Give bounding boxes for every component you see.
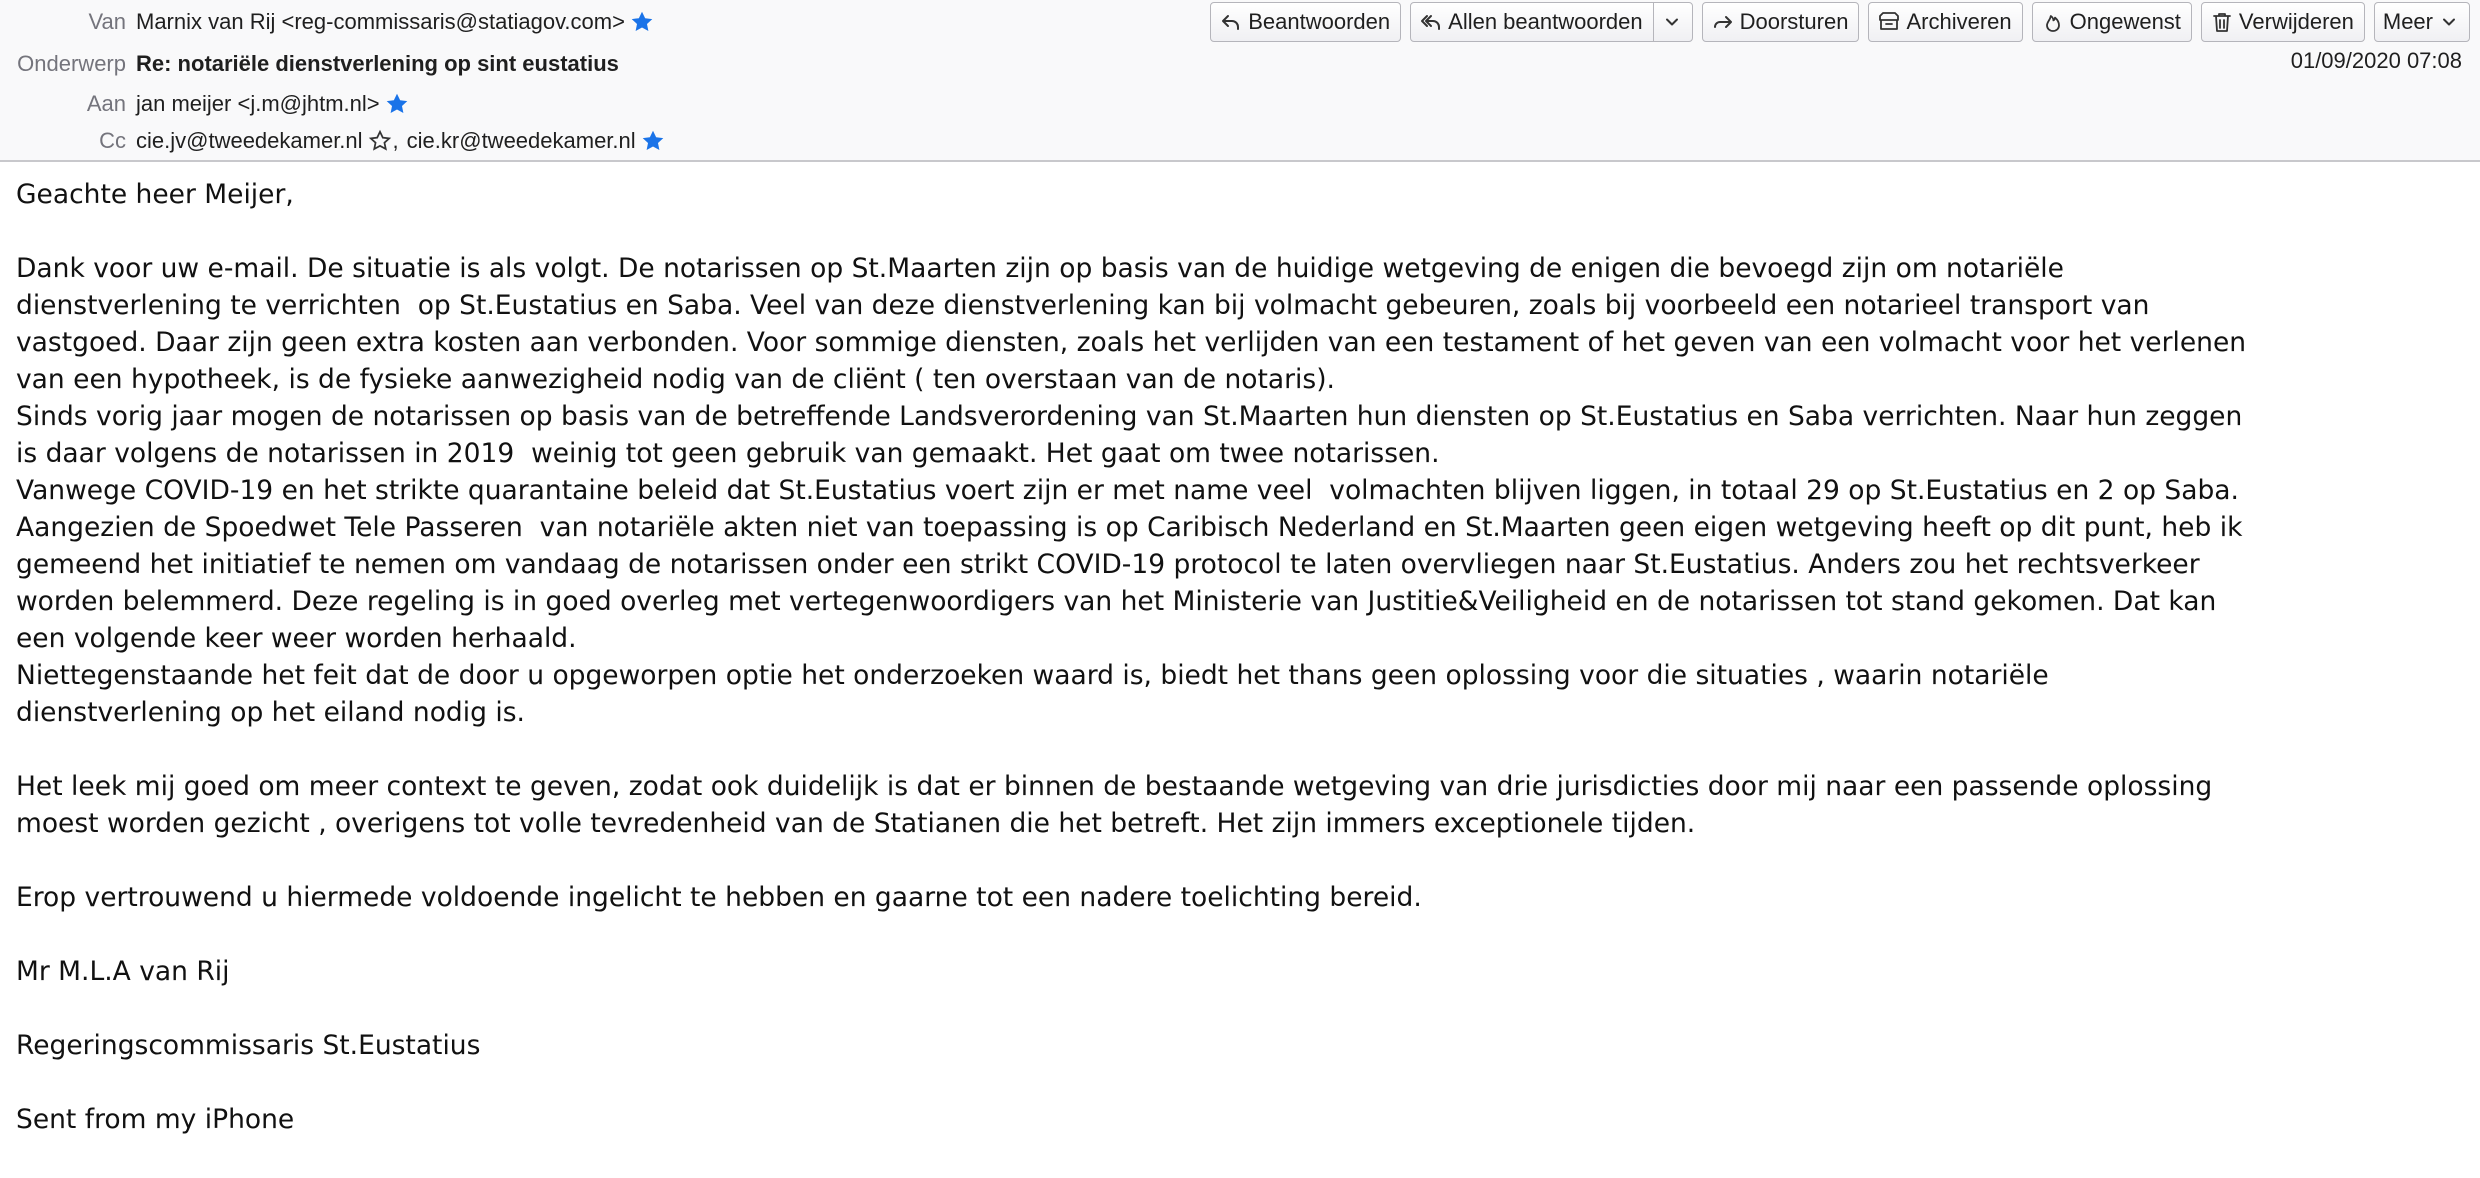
reply-button[interactable] [1210, 2, 1401, 42]
more-button[interactable] [2374, 2, 2470, 42]
delete-button[interactable] [2201, 2, 2365, 42]
blank-line [16, 1064, 2464, 1101]
blank-line [16, 990, 2464, 1027]
signature-title: Regeringscommissaris St.Eustatius [16, 1030, 481, 1061]
body-line: dienstverlening op het eiland nodig is. [16, 697, 525, 728]
message-header [0, 0, 2480, 162]
blank-line [16, 731, 2464, 768]
forward-button[interactable] [1702, 2, 1860, 42]
signature-name: Mr M.L.A van Rij [16, 956, 230, 987]
more-label: Meer [2382, 9, 2433, 34]
message-toolbar [1210, 2, 2470, 42]
reply-label: Beantwoorden [1248, 9, 1391, 34]
subject-value: Re: notariële dienstverlening op sint eustatius [136, 51, 619, 76]
from-label: Van [88, 9, 126, 34]
star-filled-icon[interactable] [640, 128, 666, 154]
star-outline-icon[interactable] [367, 128, 393, 154]
body-line: Vanwege COVID-19 en het strikte quarantaine beleid dat St.Eustatius voert zijn er met name veel volmachten blijven liggen, in totaal 29 op St.Eustatius en 2 op Saba. [16, 475, 2239, 506]
cc-separator: , [392, 128, 399, 153]
delete-label: Verwijderen [2238, 9, 2354, 34]
body-line: moest worden gezicht , overigens tot volle tevredenheid van de Statianen die het betreft. Het zijn immers exceptionele tijden. [16, 808, 1696, 839]
junk-label: Ongewenst [2069, 9, 2181, 34]
forward-arrow-icon [1711, 10, 1735, 34]
body-line: Aangezien de Spoedwet Tele Passeren van notariële akten niet van toepassing is op Caribisch Nederland en St.Maarten geen eigen wetgeving heeft op dit punt, heb ik [16, 512, 2243, 543]
body-line: van een hypotheek, is de fysieke aanwezigheid nodig van de cliënt ( ten overstaan van de notaris). [16, 364, 1335, 395]
blank-line [16, 213, 2464, 250]
from-row [0, 6, 655, 38]
cc-value [136, 128, 666, 154]
subject-row [0, 48, 619, 80]
body-line: een volgende keer weer worden herhaald. [16, 623, 577, 654]
archive-label: Archiveren [1906, 9, 2012, 34]
body-line: dienstverlening te verrichten op St.Eustatius en Saba. Veel van deze dienstverlening kan bij volmacht gebeuren, zoals bij voorbeeld een notarieel transport van [16, 290, 2150, 321]
cc-row [0, 125, 666, 157]
reply-arrow-icon [1219, 10, 1243, 34]
trash-can-icon [2210, 10, 2234, 34]
star-filled-icon[interactable] [629, 9, 655, 35]
archive-box-icon [1877, 10, 1901, 34]
cc-address-2[interactable]: cie.kr@tweedekamer.nl [406, 128, 636, 153]
message-body [16, 176, 2464, 1138]
reply-all-dropdown[interactable] [1653, 2, 1682, 42]
forward-label: Doorsturen [1739, 9, 1849, 34]
cc-label: Cc [99, 128, 126, 153]
body-line: Dank voor uw e-mail. De situatie is als volgt. De notarissen op St.Maarten zijn op basis van de huidige wetgeving de enigen die bevoegd zijn om notariële [16, 253, 2064, 284]
body-line: Erop vertrouwend u hiermede voldoende ingelicht te hebben en gaarne tot een nadere toelichting bereid. [16, 882, 1422, 913]
body-line: Niettegenstaande het feit dat de door u opgeworpen optie het onderzoeken waard is, biedt het thans geen oplossing voor die situaties , waarin notariële [16, 660, 2049, 691]
to-label: Aan [86, 91, 126, 116]
archive-button[interactable] [1868, 2, 2022, 42]
message-date: 01/09/2020 07:08 [2290, 48, 2462, 73]
flame-icon [2041, 10, 2065, 34]
reply-all-button[interactable] [1410, 2, 1692, 42]
from-value[interactable] [136, 9, 655, 35]
greeting: Geachte heer Meijer, [16, 179, 294, 210]
chevron-down-icon [2439, 12, 2459, 32]
to-address[interactable]: jan meijer <j.m@jhtm.nl> [136, 91, 380, 116]
body-line: vastgoed. Daar zijn geen extra kosten aan verbonden. Voor sommige diensten, zoals het verlijden van een testament of het geven van een volmacht voor het verlenen [16, 327, 2247, 358]
chevron-down-icon [1662, 12, 1682, 32]
body-line: gemeend het initiatief te nemen om vandaag de notarissen onder een strikt COVID-19 protocol te laten overvliegen naar St.Eustatius. Anders zou het rechtsverkeer [16, 549, 2200, 580]
blank-line [16, 842, 2464, 879]
from-address[interactable]: Marnix van Rij <reg-commissaris@statiagov.com> [136, 9, 625, 34]
body-line: Het leek mij goed om meer context te geven, zodat ook duidelijk is dat er binnen de bestaande wetgeving van drie jurisdicties door mij naar een passende oplossing [16, 771, 2213, 802]
more-dropdown[interactable] [2435, 2, 2459, 42]
subject-label: Onderwerp [17, 51, 126, 76]
body-line: worden belemmerd. Deze regeling is in goed overleg met vertegenwoordigers van het Ministerie van Justitie&Veiligheid en de notarissen tot stand gekomen. Dat kan [16, 586, 2217, 617]
body-line: is daar volgens de notarissen in 2019 weinig tot geen gebruik van gemaakt. Het gaat om twee notarissen. [16, 438, 1440, 469]
to-row [0, 88, 410, 120]
star-filled-icon[interactable] [384, 91, 410, 117]
reply-all-arrow-icon [1419, 10, 1443, 34]
junk-button[interactable] [2032, 2, 2192, 42]
reply-all-label: Allen beantwoorden [1448, 9, 1643, 34]
cc-address-1[interactable]: cie.jv@tweedekamer.nl [136, 128, 363, 153]
body-line: Sinds vorig jaar mogen de notarissen op basis van de betreffende Landsverordening van St.Maarten hun diensten op St.Eustatius en Saba verrichten. Naar hun zeggen [16, 401, 2243, 432]
sent-from: Sent from my iPhone [16, 1104, 295, 1135]
blank-line [16, 916, 2464, 953]
to-value[interactable] [136, 91, 410, 117]
